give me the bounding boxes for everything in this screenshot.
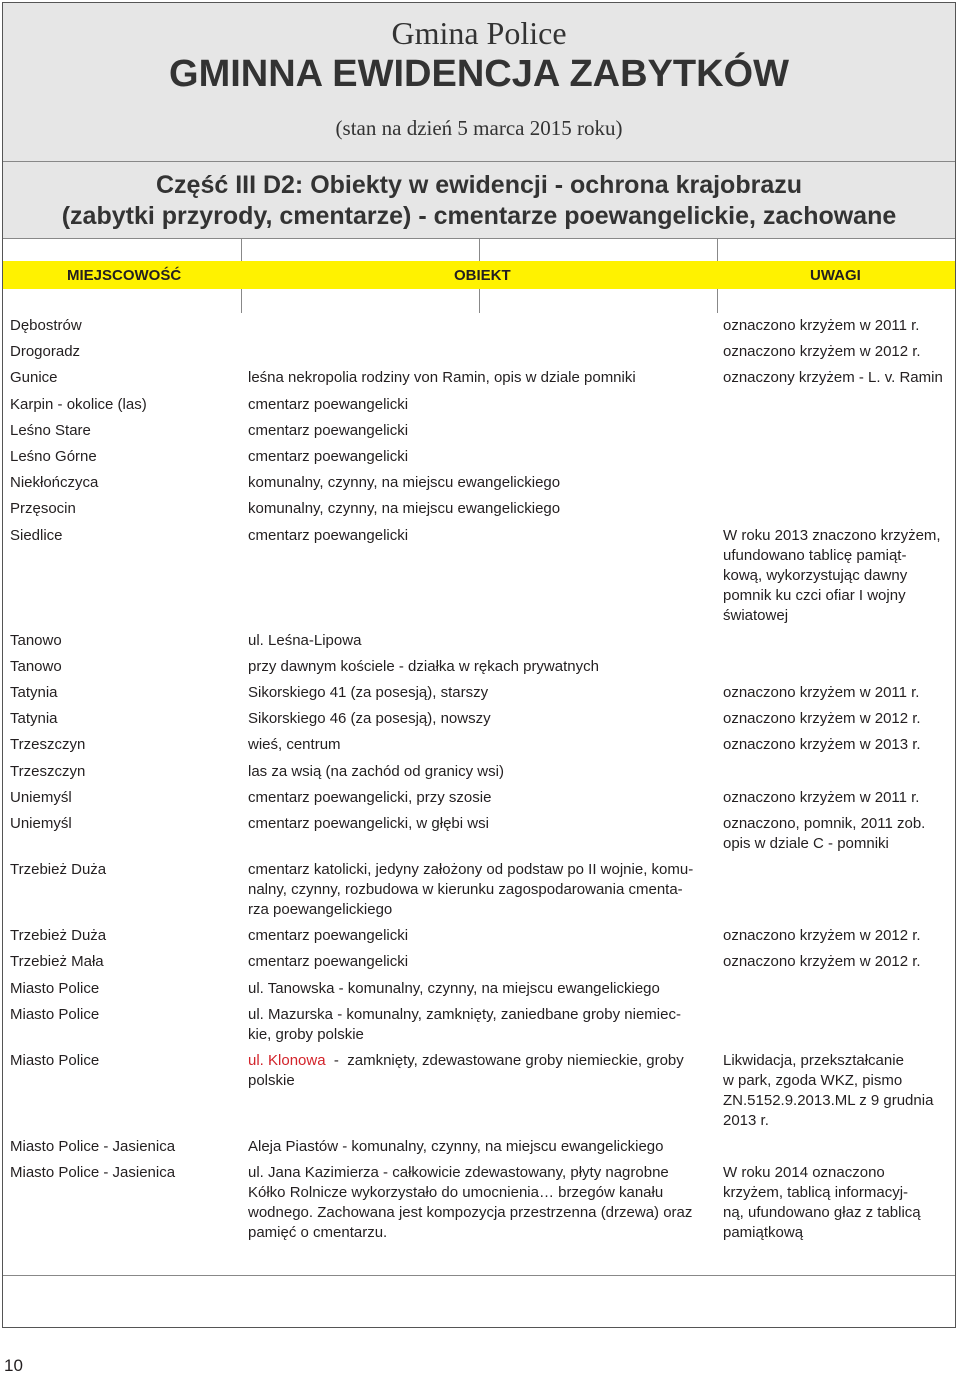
column-divider	[241, 239, 242, 261]
cell-obiekt-line: ul. Jana Kazimierza - całkowicie zdewastowany, płyty nagrobne	[248, 1164, 669, 1181]
cell-miejscowosc: Uniemyśl	[10, 789, 72, 806]
cell-uwagi: oznaczono krzyżem w 2011 r.	[723, 789, 920, 806]
cell-uwagi: oznaczono krzyżem w 2012 r.	[723, 927, 921, 944]
cell-uwagi: oznaczono krzyżem w 2012 r.	[723, 710, 921, 727]
column-header-obiekt: OBIEKT	[454, 267, 511, 284]
cell-miejscowosc: Przęsocin	[10, 500, 76, 517]
cell-uwagi-line: ZN.5152.9.2013.ML z 9 grudnia	[723, 1092, 934, 1109]
cell-uwagi-line: 2013 r.	[723, 1112, 769, 1129]
cell-uwagi: oznaczono krzyżem w 2011 r.	[723, 317, 920, 334]
column-divider	[717, 239, 718, 261]
cell-obiekt-line: Kółko Rolnicze wykorzystało do umocnienia… brzegów kanału	[248, 1184, 664, 1201]
cell-miejscowosc: Karpin - okolice (las)	[10, 396, 147, 413]
municipality-name: Gmina Police	[391, 15, 567, 51]
column-divider-strip-bottom	[3, 289, 955, 313]
cell-uwagi-line: w park, zgoda WKZ, pismo	[723, 1072, 903, 1089]
cell-uwagi-line: Likwidacja, przekształcanie	[723, 1052, 904, 1069]
cell-obiekt-line: polskie	[248, 1072, 295, 1089]
cell-obiekt: cmentarz poewangelicki	[248, 953, 409, 970]
cell-miejscowosc: Trzebież Duża	[10, 861, 107, 878]
cell-uwagi-line: ną, ufundowano głaz z tablicą	[723, 1204, 921, 1221]
cell-obiekt: las za wsią (na zachód od granicy wsi)	[248, 763, 504, 780]
cell-uwagi-line: pomnik ku czci ofiar I wojny	[723, 587, 906, 604]
cell-miejscowosc: Miasto Police - Jasienica	[10, 1138, 176, 1155]
cell-miejscowosc: Niekłończyca	[10, 474, 99, 491]
cell-obiekt: Sikorskiego 46 (za posesją), nowszy	[248, 710, 491, 727]
cell-obiekt: cmentarz poewangelicki	[248, 396, 409, 413]
street-name-highlight: ul. Klonowa	[248, 1052, 326, 1069]
cell-obiekt	[248, 1051, 713, 1091]
cell-obiekt-line: kie, groby polskie	[248, 1026, 364, 1043]
cell-obiekt: leśna nekropolia rodziny von Ramin, opis w dziale pomniki	[248, 369, 636, 386]
cell-uwagi-line: pamiątkową	[723, 1224, 804, 1241]
cell-miejscowosc: Drogoradz	[10, 343, 81, 360]
cell-miejscowosc: Leśno Stare	[10, 422, 91, 439]
cell-obiekt: cmentarz poewangelicki	[248, 448, 409, 465]
cell-obiekt: wieś, centrum	[248, 736, 341, 753]
cell-obiekt: Aleja Piastów - komunalny, czynny, na miejscu ewangelickiego	[248, 1138, 664, 1155]
cell-uwagi: oznaczony krzyżem - L. v. Ramin	[723, 369, 943, 386]
cell-uwagi-line: kową, wykorzystując dawny	[723, 567, 908, 584]
cell-miejscowosc: Tatynia	[10, 684, 58, 701]
table-header-bar	[3, 261, 955, 289]
cell-miejscowosc: Dębostrów	[10, 317, 82, 334]
cell-miejscowosc: Trzebież Mała	[10, 953, 104, 970]
section-title-line-2: (zabytki przyrody, cmentarze) - cmentarze poewangelickie, zachowane	[61, 202, 897, 230]
cell-miejscowosc: Leśno Górne	[10, 448, 97, 465]
cell-obiekt: cmentarz poewangelicki	[248, 422, 409, 439]
cell-miejscowosc: Miasto Police - Jasienica	[10, 1164, 176, 1181]
column-divider	[479, 289, 480, 313]
cell-uwagi-line: opis w dziale C - pomniki	[723, 835, 889, 852]
column-header-uwagi: UWAGI	[810, 267, 861, 284]
column-divider-strip-top	[3, 238, 955, 261]
cell-uwagi: oznaczono krzyżem w 2012 r.	[723, 953, 921, 970]
cell-uwagi-line: W roku 2014 oznaczono	[723, 1164, 885, 1181]
cell-obiekt: cmentarz poewangelicki, w głębi wsi	[248, 815, 489, 832]
cell-miejscowosc: Tanowo	[10, 632, 62, 649]
cell-uwagi	[723, 1051, 948, 1131]
cell-obiekt-line: nalny, czynny, rozbudowa w kierunku zagospodarowania cmenta-	[248, 881, 683, 898]
column-divider	[241, 289, 242, 313]
cell-obiekt-line: rza poewangelickiego	[248, 901, 393, 918]
cell-miejscowosc: Gunice	[10, 369, 58, 386]
cell-uwagi-line: oznaczono, pomnik, 2011 zob.	[723, 815, 926, 832]
cell-miejscowosc: Siedlice	[10, 527, 63, 544]
cell-obiekt-line: ul. Mazurska - komunalny, zamknięty, zaniedbane groby niemiec-	[248, 1006, 681, 1023]
section-title	[3, 170, 955, 232]
cell-uwagi	[723, 814, 948, 854]
cell-uwagi-line: krzyżem, tablicą informacyj-	[723, 1184, 909, 1201]
document-date: (stan na dzień 5 marca 2015 roku)	[335, 116, 623, 140]
cell-miejscowosc: Trzeszczyn	[10, 763, 86, 780]
cell-miejscowosc: Uniemyśl	[10, 815, 72, 832]
cell-uwagi: oznaczono krzyżem w 2013 r.	[723, 736, 921, 753]
cell-uwagi	[723, 526, 948, 626]
cell-obiekt: komunalny, czynny, na miejscu ewangelickiego	[248, 500, 561, 517]
column-divider	[717, 289, 718, 313]
document-title: GMINNA EWIDENCJA ZABYTKÓW	[169, 53, 789, 95]
cell-miejscowosc: Miasto Police	[10, 980, 100, 997]
column-divider	[479, 239, 480, 261]
cell-obiekt	[248, 1005, 713, 1045]
cell-obiekt-line: pamięć o cmentarzu.	[248, 1224, 388, 1241]
cell-obiekt-text: - zamknięty, zdewastowane groby niemieckie, groby	[325, 1052, 684, 1069]
table-bottom-divider	[3, 1275, 955, 1276]
cell-uwagi: oznaczono krzyżem w 2011 r.	[723, 684, 920, 701]
cell-miejscowosc: Miasto Police	[10, 1052, 100, 1069]
cell-miejscowosc: Tatynia	[10, 710, 58, 727]
cell-obiekt-line: cmentarz katolicki, jedyny założony od podstaw po II wojnie, komu-	[248, 861, 694, 878]
cell-obiekt: ul. Tanowska - komunalny, czynny, na miejscu ewangelickiego	[248, 980, 660, 997]
cell-miejscowosc: Miasto Police	[10, 1006, 100, 1023]
cell-obiekt: Sikorskiego 41 (za posesją), starszy	[248, 684, 489, 701]
cell-miejscowosc: Trzeszczyn	[10, 736, 86, 753]
document-frame	[2, 2, 956, 1328]
cell-obiekt: cmentarz poewangelicki	[248, 927, 409, 944]
cell-uwagi	[723, 1163, 948, 1243]
cell-miejscowosc: Trzebież Duża	[10, 927, 107, 944]
column-header-miejscowosc: MIEJSCOWOŚĆ	[67, 267, 182, 284]
cell-uwagi-line: W roku 2013 znaczono krzyżem,	[723, 527, 941, 544]
page-number: 10	[4, 1356, 23, 1375]
cell-uwagi-line: światowej	[723, 607, 789, 624]
cell-obiekt: komunalny, czynny, na miejscu ewangelickiego	[248, 474, 561, 491]
cell-obiekt-line: wodnego. Zachowana jest kompozycja przestrzenna (drzewa) oraz	[248, 1204, 693, 1221]
cell-obiekt: przy dawnym kościele - działka w rękach prywatnych	[248, 658, 599, 675]
cell-uwagi-line: ufundowano tablicę pamiąt-	[723, 547, 907, 564]
cell-obiekt-line	[248, 1051, 713, 1071]
cell-uwagi: oznaczono krzyżem w 2012 r.	[723, 343, 921, 360]
cell-miejscowosc: Tanowo	[10, 658, 62, 675]
document-header	[3, 3, 955, 238]
cell-obiekt	[248, 860, 713, 920]
cell-obiekt	[248, 1163, 713, 1243]
cell-obiekt: ul. Leśna-Lipowa	[248, 632, 362, 649]
header-divider	[3, 161, 955, 162]
cell-obiekt: cmentarz poewangelicki	[248, 527, 409, 544]
cell-obiekt: cmentarz poewangelicki, przy szosie	[248, 789, 492, 806]
section-title-line-1: Część III D2: Obiekty w ewidencji - ochrona krajobrazu	[155, 171, 802, 199]
